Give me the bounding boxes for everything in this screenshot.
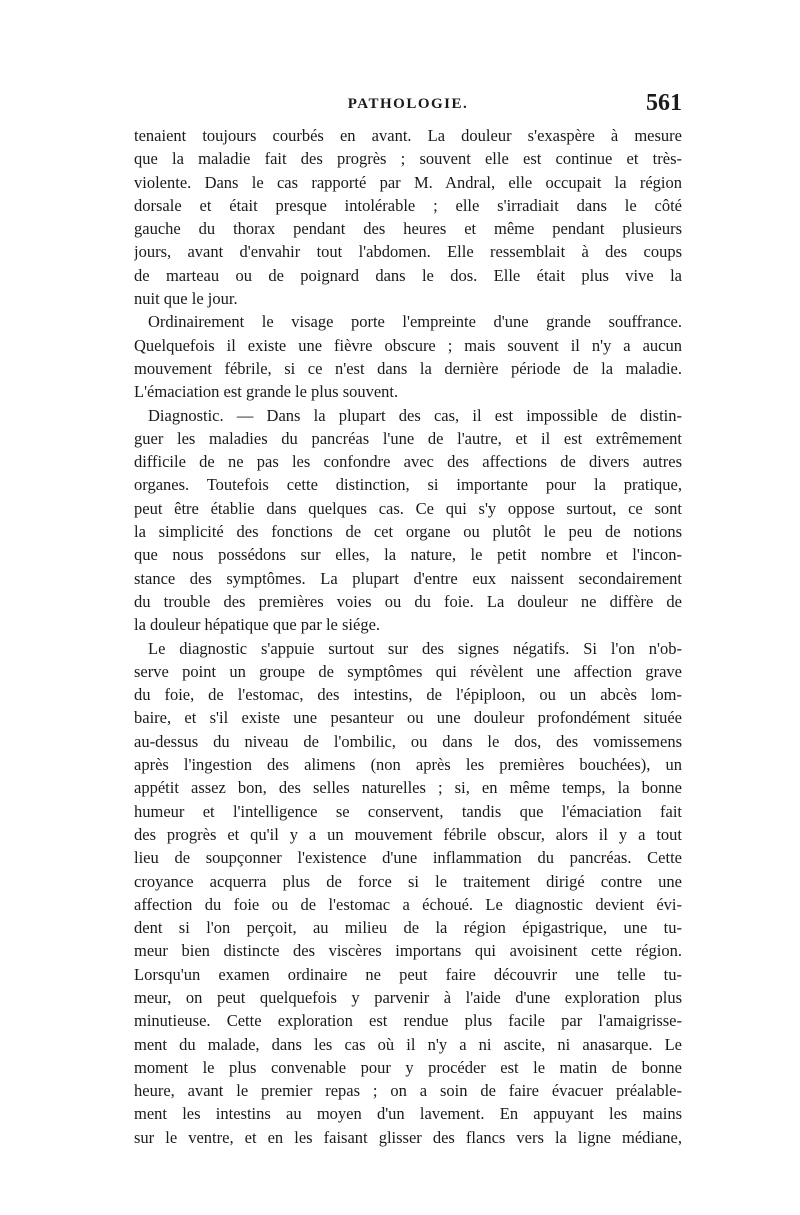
text-line: la simplicité des fonctions de cet organe ou plutôt le peu de notions	[134, 522, 682, 542]
text-line: heure, avant le premier repas ; on a soin de faire évacuer préalable-	[134, 1081, 682, 1101]
text-line: au-dessus du niveau de l'ombilic, ou dans le dos, des vomissemens	[134, 731, 682, 751]
paragraph-start-line: Le diagnostic s'appuie surtout sur des signes négatifs. Si l'on n'ob-	[148, 638, 682, 658]
diagnostic-paragraph-start: Diagnostic. — Dans la plupart des cas, il est impossible de distin-	[148, 405, 682, 425]
text-line: gauche du thorax pendant des heures et même pendant plusieurs	[134, 219, 682, 239]
text-line: meur, on peut quelquefois y parvenir à l'aide d'une exploration plus	[134, 987, 682, 1007]
body-text	[134, 124, 682, 1149]
text-line: meur bien distincte des viscères importans qui avoisinent cette région.	[134, 941, 682, 961]
text-line: après l'ingestion des alimens (non après les premières bouchées), un	[134, 755, 682, 775]
text-line: serve point un groupe de symptômes qui révèlent une affection grave	[134, 661, 682, 681]
running-head	[134, 90, 682, 120]
text-line: tenaient toujours courbés en avant. La douleur s'exaspère à mesure	[134, 126, 682, 145]
text-line: nuit que le jour.	[134, 289, 238, 309]
text-line: violente. Dans le cas rapporté par M. Andral, elle occupait la région	[134, 172, 682, 192]
text-line: dent si l'on perçoit, au milieu de la région épigastrique, une tu-	[134, 918, 682, 938]
text-line: peut être établie dans quelques cas. Ce qui s'y oppose surtout, ce sont	[134, 498, 682, 518]
text-line: de marteau ou de poignard dans le dos. Elle était plus vive la	[134, 265, 682, 285]
text-line: humeur et l'intelligence se conservent, tandis que l'émaciation fait	[134, 801, 682, 821]
text-line: mouvement fébrile, si ce n'est dans la dernière période de la maladie.	[134, 358, 682, 378]
text-line: baire, et s'il existe une pesanteur ou une douleur profondément située	[134, 708, 682, 728]
text-line: appétit assez bon, des selles naturelles ; si, en même temps, la bonne	[134, 778, 682, 798]
text-line: que nous possédons sur elles, la nature, le petit nombre et l'incon-	[134, 545, 682, 565]
text-line: croyance acquerra plus de force si le traitement dirigé contre une	[134, 871, 682, 891]
text-line: jours, avant d'envahir tout l'abdomen. Elle ressemblait à des coups	[134, 242, 682, 262]
running-title: PATHOLOGIE.	[347, 96, 469, 112]
text-line: lieu de soupçonner l'existence d'une inflammation du pancréas. Cette	[134, 848, 682, 868]
text-line: affection du foie ou de l'estomac a échoué. Le diagnostic devient évi-	[134, 894, 682, 914]
text-line: du trouble des premières voies ou du foie. La douleur ne diffère de	[134, 591, 682, 611]
text-line: ment du malade, dans les cas où il n'y a ni ascite, ni anasarque. Le	[134, 1034, 682, 1054]
text-line: organes. Toutefois cette distinction, si importante pour la pratique,	[134, 475, 682, 495]
text-line: des progrès et qu'il y a un mouvement fébrile obscur, alors il y a tout	[134, 824, 682, 844]
text-line: guer les maladies du pancréas l'une de l'autre, et il est extrêmement	[134, 428, 682, 448]
text-line: stance des symptômes. La plupart d'entre eux naissent secondairement	[134, 568, 682, 588]
text-line: Lorsqu'un examen ordinaire ne peut faire découvrir une telle tu-	[134, 964, 682, 984]
text-line: Quelquefois il existe une fièvre obscure ; mais souvent il n'y a aucun	[134, 335, 682, 355]
text-line: difficile de ne pas les confondre avec des affections de divers autres	[134, 452, 682, 472]
text-line: la douleur hépatique que par le siége.	[134, 615, 381, 635]
text-line: sur le ventre, et en les faisant glisser des flancs vers la ligne médiane,	[134, 1127, 682, 1147]
text-line: que la maladie fait des progrès ; souvent elle est continue et très-	[134, 149, 682, 169]
text-line: moment le plus convenable pour y procéder est le matin de bonne	[134, 1057, 682, 1077]
paragraph-start-line: Ordinairement le visage porte l'empreinte d'une grande souffrance.	[148, 312, 682, 332]
text-line: L'émaciation est grande le plus souvent.	[134, 382, 399, 402]
text-line: minutieuse. Cette exploration est rendue plus facile par l'amaigrisse-	[134, 1011, 682, 1031]
text-line: ment les intestins au moyen d'un lavement. En appuyant les mains	[134, 1104, 682, 1124]
page-number: 561	[646, 90, 682, 116]
text-line: dorsale et était presque intolérable ; elle s'irradiait dans le côté	[134, 195, 682, 215]
text-line: du foie, de l'estomac, des intestins, de l'épiploon, ou un abcès lom-	[134, 685, 682, 705]
